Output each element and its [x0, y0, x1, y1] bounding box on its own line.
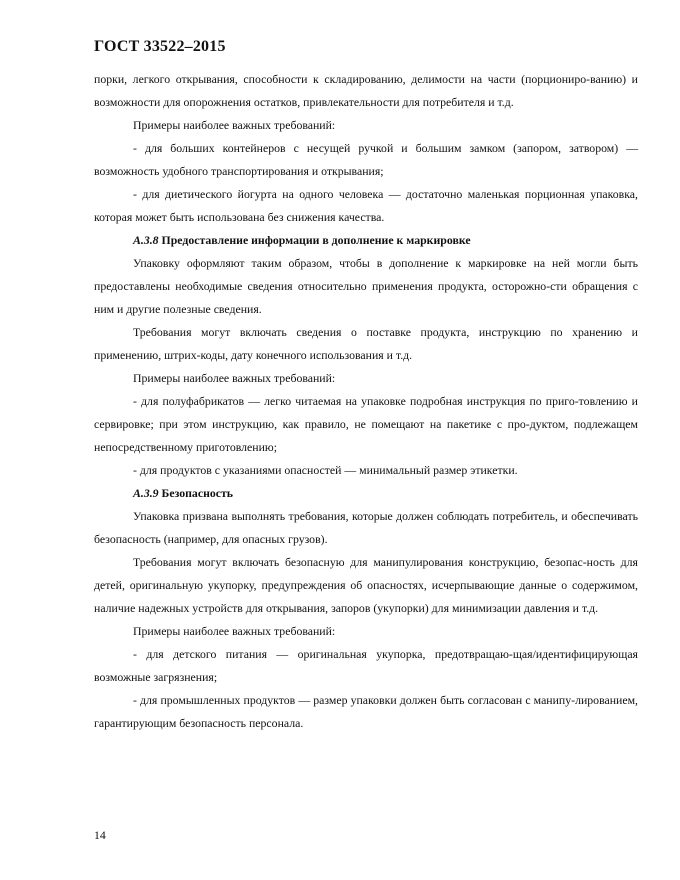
paragraph: - для детского питания — оригинальная укупорка, предотвращаю-щая/идентифицирующая возможные загрязнения; — [94, 647, 638, 684]
section-number: А.3.8 — [133, 233, 159, 247]
section-heading — [94, 482, 638, 505]
paragraph: Примеры наиболее важных требований: — [133, 118, 336, 132]
section-title: Безопасность — [161, 486, 234, 500]
section-number: А.3.9 — [133, 486, 159, 500]
document-body — [94, 68, 638, 735]
paragraph: - для промышленных продуктов — размер упаковки должен быть согласован с манипу-лированием, гарантирующим безопасность персонала. — [94, 693, 638, 730]
paragraph: Примеры наиболее важных требований: — [133, 371, 336, 385]
paragraph: - для продуктов с указаниями опасностей — минимальный размер этикетки. — [133, 463, 518, 477]
paragraph: Требования могут включать безопасную для манипулирования конструкцию, безопас-ность для детей, оригинальную укупорку, предупреждения об опасностях, исчерпывающие данные о содержимом, наличие надежных устройств для открывания, запоров (укупорки) для минимизации давления и т.д. — [94, 555, 638, 615]
paragraph: Упаковка призвана выполнять требования, которые должен соблюдать потребитель, и обеспечивать безопасность (например, для опасных грузов). — [94, 509, 638, 546]
paragraph: Примеры наиболее важных требований: — [133, 624, 336, 638]
paragraph: - для больших контейнеров с несущей ручкой и большим замком (запором, затвором) — возможность удобного транспортирования и открывания; — [94, 141, 638, 178]
paragraph: - для полуфабрикатов — легко читаемая на упаковке подробная инструкция по приго-товлению и сервировке; при этом инструкцию, как правило, не помещают на пакетике с про-дуктом, подлежащем непосредственному приготовлению; — [94, 394, 638, 454]
paragraph: Упаковку оформляют таким образом, чтобы в дополнение к маркировке на ней могли быть предоставлены необходимые сведения относительно применения продукта, осторожно-сти обращения с ним и другие полезные сведения. — [94, 256, 638, 316]
paragraph: - для диетического йогурта на одного человека — достаточно маленькая порционная упаковка, которая может быть использована без снижения качества. — [94, 187, 638, 224]
section-heading — [94, 229, 638, 252]
page-number: 14 — [94, 828, 106, 842]
section-title: Предоставление информации в дополнение к маркировке — [161, 233, 471, 247]
paragraph: Требования могут включать сведения о поставке продукта, инструкцию по хранению и применению, штрих-коды, дату конечного использования и т.д. — [94, 325, 638, 362]
document-header: ГОСТ 33522–2015 — [94, 38, 226, 55]
paragraph: порки, легкого открывания, способности к складированию, делимости на части (порциониро-ванию) и возможности для опорожнения остатков, привлекательности для потребителя и т.д. — [94, 72, 638, 109]
